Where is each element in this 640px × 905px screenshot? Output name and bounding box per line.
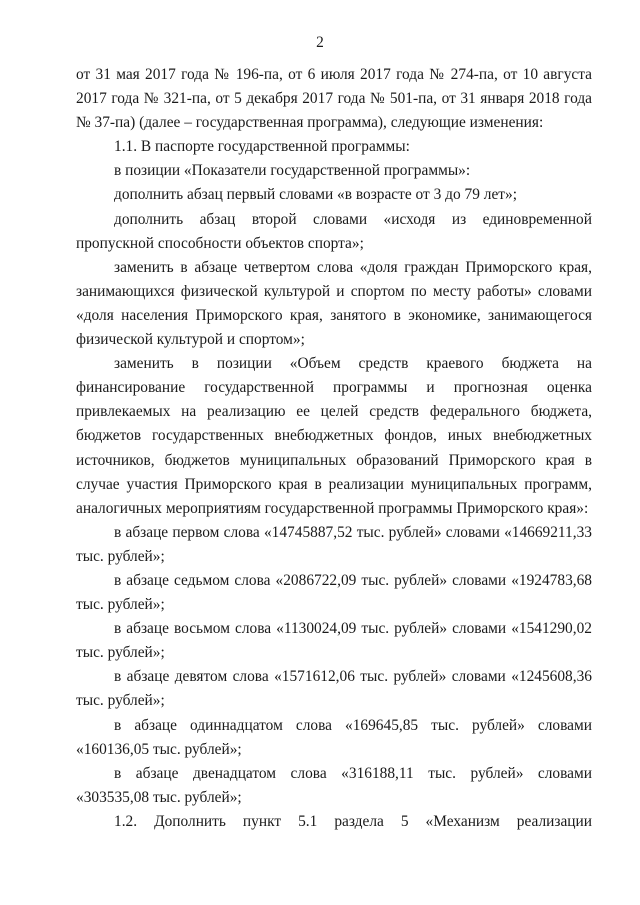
paragraph-amount-ninth: в абзаце девятом слова «1571612,06 тыс. рублей» словами «1245608,36 тыс. рублей»; bbox=[76, 668, 592, 710]
paragraph-amount-eleventh: в абзаце одиннадцатом слова «169645,85 тыс. рублей» словами «160136,05 тыс. рублей»; bbox=[76, 716, 592, 758]
paragraph-replace-budget-position: заменить в позиции «Объем средств краевого бюджета на финансирование государственной программы и прогнозная оценка привлекаемых на реализацию ее целей средств федерального бюджета, бюджетов государственных внебюджетных фондов, иных внебюджетных источников, бюджетов муниципальных образований Приморского края в случае участия Приморского края в реализации муниципальных программ, аналогичных мероприятиям государственной программы Приморского края»: bbox=[76, 355, 592, 517]
paragraph-amend-second: дополнить абзац второй словами «исходя из единовременной пропускной способности объектов спорта»; bbox=[76, 210, 592, 252]
document-body bbox=[76, 63, 592, 834]
paragraph-section-1-2: 1.2. Дополнить пункт 5.1 раздела 5 «Механизм реализации bbox=[114, 812, 592, 830]
paragraph-amount-first: в абзаце первом слова «14745887,52 тыс. рублей» словами «14669211,33 тыс. рублей»; bbox=[76, 523, 592, 565]
paragraph-position-indicators: в позиции «Показатели государственной программы»: bbox=[114, 162, 471, 180]
paragraph-replace-fourth: заменить в абзаце четвертом слова «доля граждан Приморского края, занимающихся физической культурой и спортом по месту работы» словами «доля населения Приморского края, занятого в экономике, занимающегося физической культурой и спортом»; bbox=[76, 258, 592, 349]
page-number: 2 bbox=[316, 34, 324, 51]
paragraph-section-1-1: 1.1. В паспорте государственной программы: bbox=[114, 138, 410, 156]
paragraph-amount-twelfth: в абзаце двенадцатом слова «316188,11 тыс. рублей» словами «303535,08 тыс. рублей»; bbox=[76, 764, 592, 806]
paragraph-amount-seventh: в абзаце седьмом слова «2086722,09 тыс. рублей» словами «1924783,68 тыс. рублей»; bbox=[76, 571, 592, 614]
paragraph-continuation: от 31 мая 2017 года № 196-па, от 6 июля 2017 года № 274-па, от 10 августа 2017 года № 321-па, от 5 декабря 2017 года № 501-па, от 31 января 2018 года № 37-па) (далее – государственная программа), следующие изменения: bbox=[76, 66, 592, 132]
paragraph-amount-eighth: в абзаце восьмом слова «1130024,09 тыс. рублей» словами «1541290,02 тыс. рублей»; bbox=[76, 620, 592, 662]
paragraph-amend-first: дополнить абзац первый словами «в возрасте от 3 до 79 лет»; bbox=[114, 186, 517, 204]
